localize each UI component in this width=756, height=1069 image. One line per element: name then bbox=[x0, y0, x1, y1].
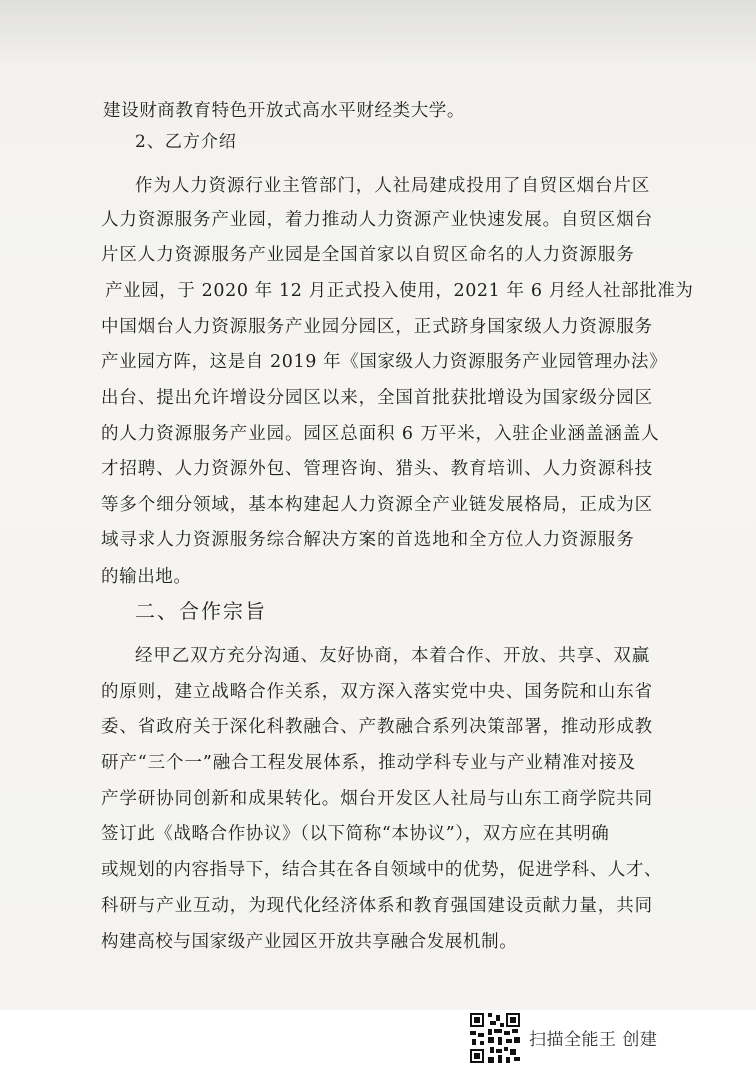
paragraph-line: 产业园，于 2020 年 12 月正式投入使用，2021 年 6 月经人社部批准为 bbox=[105, 281, 694, 301]
section-two-heading: 二、合作宗旨 bbox=[135, 599, 267, 623]
paragraph-line: 或规划的内容指导下，结合其在各自领域中的优势，促进学科、人才、 bbox=[101, 860, 663, 880]
paragraph-line: 人力资源服务产业园，着力推动人力资源产业快速发展。自贸区烟台 bbox=[101, 210, 653, 230]
paragraph-line: 产学研协同创新和成果转化。烟台开发区人社局与山东工商学院共同 bbox=[101, 789, 653, 809]
paragraph-line: 片区人力资源服务产业园是全国首家以自贸区命名的人力资源服务 bbox=[101, 245, 635, 265]
paragraph-line: 科研与产业互动，为现代化经济体系和教育强国建设贡献力量，共同 bbox=[101, 896, 653, 916]
paragraph-line: 作为人力资源行业主管部门，人社局建成投用了自贸区烟台片区 bbox=[135, 176, 651, 196]
continuation-line: 建设财商教育特色开放式高水平财经类大学。 bbox=[103, 101, 465, 121]
paragraph-line: 的人力资源服务产业园。园区总面积 6 万平米，入驻企业涵盖涵盖人 bbox=[101, 424, 660, 444]
paragraph-line: 的原则，建立战略合作关系，双方深入落实党中央、国务院和山东省 bbox=[101, 682, 653, 702]
section-b-heading: 2、乙方介绍 bbox=[135, 132, 237, 152]
paragraph-line: 域寻求人力资源服务综合解决方案的首选地和全方位人力资源服务 bbox=[101, 530, 635, 550]
paragraph-line: 经甲乙双方充分沟通、友好协商，本着合作、开放、共享、双赢 bbox=[135, 646, 651, 666]
paragraph-line: 产业园方阵，这是自 2019 年《国家级人力资源服务产业园管理办法》 bbox=[101, 352, 668, 372]
paragraph-line: 的输出地。 bbox=[101, 567, 192, 587]
scanner-watermark-label: 扫描全能王 创建 bbox=[529, 1030, 658, 1050]
paragraph-line: 等多个细分领域，基本构建起人力资源全产业链发展格局，正成为区 bbox=[101, 495, 653, 515]
qr-code-icon[interactable] bbox=[470, 1013, 520, 1063]
paragraph-line: 构建高校与国家级产业园区开放共享融合发展机制。 bbox=[101, 932, 518, 952]
paragraph-line: 才招聘、人力资源外包、管理咨询、猎头、教育培训、人力资源科技 bbox=[101, 459, 653, 479]
scan-bleed-through bbox=[0, 0, 756, 70]
paragraph-line: 出台、提出允许增设分园区以来，全国首批获批增设为国家级分园区 bbox=[101, 388, 653, 408]
paragraph-line: 中国烟台人力资源服务产业园分园区，正式跻身国家级人力资源服务 bbox=[101, 317, 653, 337]
paragraph-line: 委、省政府关于深化科教融合、产教融合系列决策部署，推动形成教 bbox=[101, 717, 653, 737]
paragraph-line: 研产“三个一”融合工程发展体系，推动学科专业与产业精准对接及 bbox=[101, 753, 636, 773]
paragraph-line: 签订此《战略合作协议》（以下简称“本协议”），双方应在其明确 bbox=[101, 824, 610, 844]
